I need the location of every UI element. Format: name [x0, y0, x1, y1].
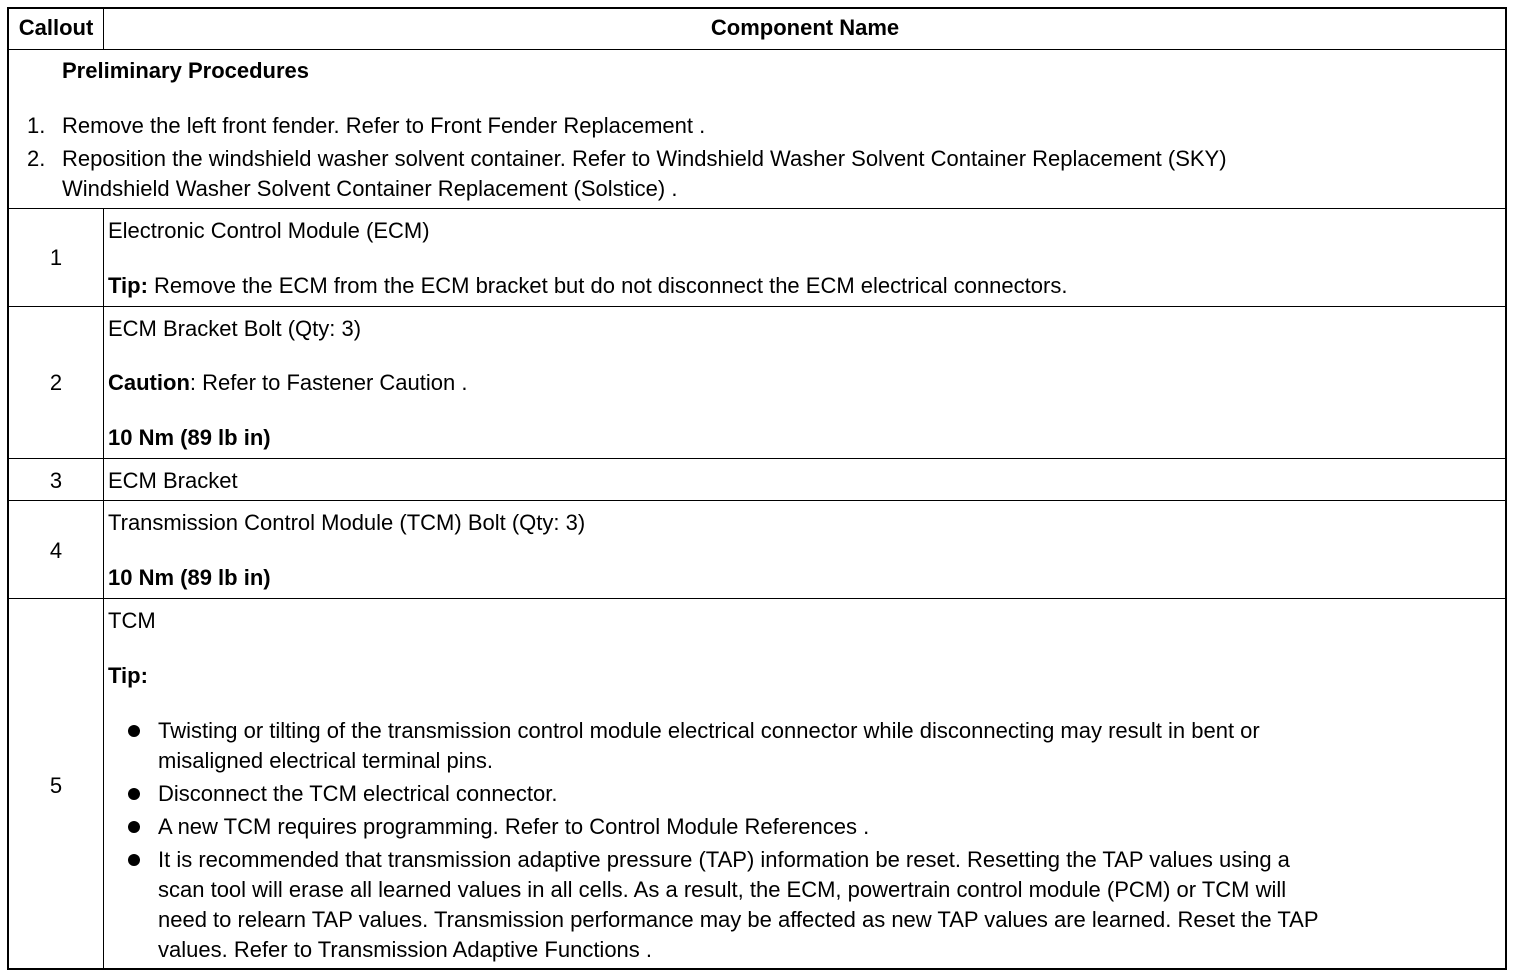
callout-number: 3 — [49, 468, 63, 493]
bullet-icon — [128, 821, 140, 833]
callout-column-header: Callout — [18, 15, 94, 40]
tip-text: Remove the ECM from the ECM bracket but do not disconnect the ECM electrical connectors. — [147, 273, 1068, 298]
table-row — [9, 501, 1505, 599]
bullet-text: A new TCM requires programming. Refer to Control Module References . — [158, 814, 870, 839]
torque-spec: 10 Nm (89 lb in) — [108, 425, 271, 450]
bullet-text: It is recommended that transmission adaptive pressure (TAP) information be reset. Resetting the TAP values using a — [158, 847, 1290, 872]
bullet-icon — [128, 788, 140, 800]
preliminary-title: Preliminary Procedures — [62, 58, 310, 83]
step-text: Windshield Washer Solvent Container Replacement (Solstice) . — [62, 176, 678, 201]
callout-column-divider — [103, 209, 104, 968]
header-column-divider — [103, 9, 104, 50]
table-row — [9, 209, 1505, 307]
callout-number: 2 — [49, 370, 63, 395]
caution-line — [108, 368, 467, 398]
table-row — [9, 599, 1505, 968]
table-row — [9, 459, 1505, 501]
bullet-text: Twisting or tilting of the transmission control module electrical connector while disconnecting may result in bent or — [158, 718, 1260, 743]
bullet-text: values. Refer to Transmission Adaptive Functions . — [158, 937, 653, 962]
component-name: TCM — [108, 608, 156, 633]
component-column-header: Component Name — [710, 15, 900, 40]
bullet-text: misaligned electrical terminal pins. — [158, 748, 494, 773]
bullet-text: need to relearn TAP values. Transmission performance may be affected as new TAP values are learned. Reset the TAP — [158, 907, 1319, 932]
callout-number: 1 — [49, 245, 63, 270]
preliminary-procedures-section — [9, 50, 1505, 209]
step-number: 2. — [27, 146, 46, 171]
step-text: Remove the left front fender. Refer to Front Fender Replacement . — [62, 113, 706, 138]
bullet-icon — [128, 854, 140, 866]
bullet-icon — [128, 725, 140, 737]
callout-number: 5 — [49, 773, 63, 798]
caution-text: : Refer to Fastener Caution . — [189, 370, 468, 395]
torque-spec: 10 Nm (89 lb in) — [108, 565, 271, 590]
table-header-row — [9, 9, 1505, 50]
component-name: Transmission Control Module (TCM) Bolt (Qty: 3) — [108, 510, 586, 535]
tip-label: Tip: — [108, 273, 148, 298]
tip-line — [108, 271, 1067, 301]
component-name: ECM Bracket — [108, 468, 238, 493]
bullet-text: scan tool will erase all learned values in all cells. As a result, the ECM, powertrain control module (PCM) or TCM will — [158, 877, 1287, 902]
step-text: Reposition the windshield washer solvent container. Refer to Windshield Washer Solvent Container Replacement (SKY) — [62, 146, 1227, 171]
component-name: Electronic Control Module (ECM) — [108, 218, 430, 243]
step-number: 1. — [27, 113, 46, 138]
table-row — [9, 307, 1505, 459]
tip-label: Tip: — [108, 663, 148, 688]
bullet-text: Disconnect the TCM electrical connector. — [158, 781, 558, 806]
caution-label: Caution — [108, 370, 190, 395]
callout-number: 4 — [49, 538, 63, 563]
component-name: ECM Bracket Bolt (Qty: 3) — [108, 316, 362, 341]
procedure-table — [7, 7, 1507, 970]
